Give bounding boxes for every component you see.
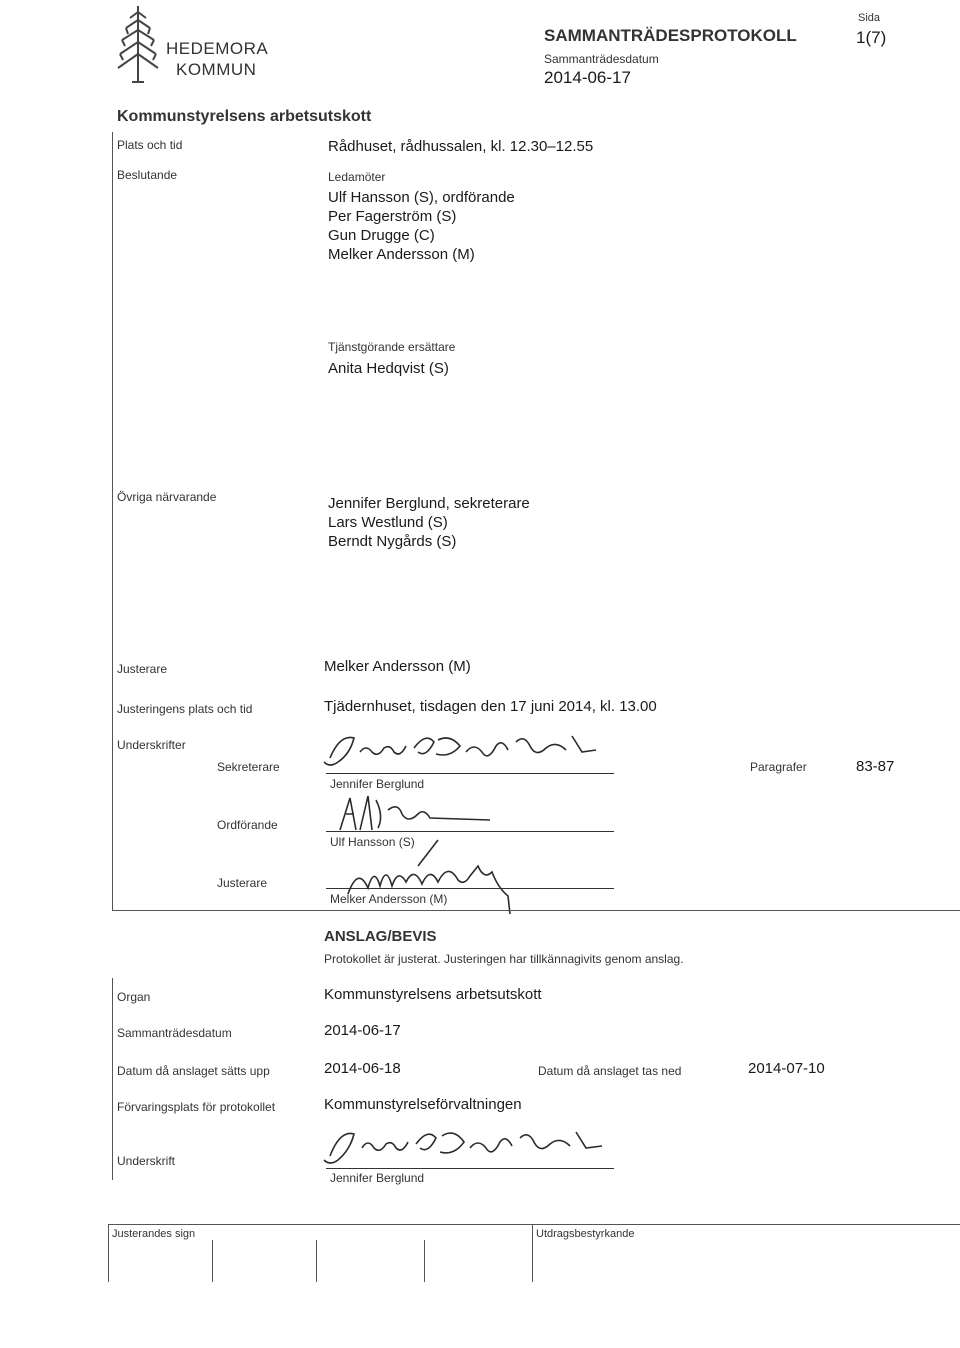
- list-item: Gun Drugge (C): [328, 227, 435, 244]
- footer-left-border: [108, 1224, 109, 1282]
- extract-certifier-label: Utdragsbestyrkande: [536, 1228, 635, 1240]
- deciding-label: Beslutande: [117, 168, 178, 182]
- chair-signature: [320, 790, 520, 840]
- footer-top-border: [108, 1224, 960, 1225]
- list-item: Berndt Nygårds (S): [328, 533, 457, 550]
- others-label: Övriga närvarande: [117, 490, 217, 504]
- place-value: Rådhuset, rådhussalen, kl. 12.30–12.55: [328, 138, 594, 155]
- meeting-date: 2014-06-17: [544, 68, 631, 87]
- signatures-label: Underskrifter: [117, 738, 186, 752]
- document-type: SAMMANTRÄDESPROTOKOLL: [544, 26, 797, 45]
- organ-label: Organ: [117, 990, 151, 1004]
- adjust-place-value: Tjädernhuset, tisdagen den 17 juni 2014, kl. 13.00: [324, 698, 657, 715]
- meeting-date-value-2: 2014-06-17: [324, 1022, 401, 1039]
- meeting-date-label-2: Sammanträdesdatum: [117, 1026, 232, 1040]
- adjuster-name: Melker Andersson (M): [330, 892, 448, 906]
- notice-text: Protokollet är justerat. Justeringen har tillkännagivits genom anslag.: [324, 952, 684, 966]
- footer-divider-1: [212, 1240, 213, 1282]
- secretary-name: Jennifer Berglund: [330, 777, 425, 791]
- footer-divider-2: [316, 1240, 317, 1282]
- page-label: Sida: [858, 12, 881, 24]
- list-item: Per Fagerström (S): [328, 208, 457, 225]
- organ-value: Kommunstyrelsens arbetsutskott: [324, 986, 542, 1003]
- list-item: Ulf Hansson (S), ordförande: [328, 189, 515, 206]
- notice-title: ANSLAG/BEVIS: [324, 928, 437, 945]
- tree-logo-icon: [114, 4, 162, 84]
- secretary-label: Sekreterare: [217, 760, 280, 774]
- paragraphs-label: Paragrafer: [750, 760, 807, 774]
- chair-signature-line: [326, 831, 614, 832]
- footer-divider-4: [532, 1224, 533, 1282]
- posted-date-value: 2014-06-18: [324, 1060, 401, 1077]
- secretary-signature: [310, 728, 600, 772]
- paragraphs-value: 83-87: [856, 758, 895, 775]
- adjusters-sign-label: Justerandes sign: [112, 1228, 196, 1240]
- municipality-logo: [114, 4, 274, 90]
- adjuster-signature-line: [326, 888, 614, 889]
- notice-left-border: [112, 978, 113, 1180]
- committee-title: Kommunstyrelsens arbetsutskott: [117, 108, 372, 125]
- removed-date-label: Datum då anslaget tas ned: [538, 1064, 682, 1078]
- logo-line-1: HEDEMORA: [166, 39, 269, 58]
- storage-value: Kommunstyrelseförvaltningen: [324, 1096, 522, 1113]
- notice-signature-label: Underskrift: [117, 1154, 176, 1168]
- footer-divider-3: [424, 1240, 425, 1282]
- list-item: Anita Hedqvist (S): [328, 360, 449, 377]
- secretary-signature-line: [326, 773, 614, 774]
- posted-date-label: Datum då anslaget sätts upp: [117, 1064, 270, 1078]
- substitutes-heading: Tjänstgörande ersättare: [328, 340, 456, 354]
- notice-signature-name: Jennifer Berglund: [330, 1171, 425, 1185]
- storage-label: Förvaringsplats för protokollet: [117, 1100, 276, 1114]
- meeting-date-label: Sammanträdesdatum: [544, 52, 659, 66]
- members-heading: Ledamöter: [328, 170, 386, 184]
- chair-name: Ulf Hansson (S): [330, 835, 415, 849]
- list-item: Melker Andersson (M): [328, 246, 475, 263]
- adjuster-value: Melker Andersson (M): [324, 658, 471, 675]
- footer-sign-boxes: [108, 1224, 960, 1284]
- member-list: [328, 188, 515, 264]
- adjuster-sign-label: Justerare: [217, 876, 268, 890]
- logo-line-2: KOMMUN: [176, 60, 257, 79]
- adjust-place-label: Justeringens plats och tid: [117, 702, 253, 716]
- notice-separator: [112, 910, 960, 911]
- notice-signature: [310, 1122, 610, 1172]
- list-item: Lars Westlund (S): [328, 514, 448, 531]
- notice-signature-line: [326, 1168, 614, 1169]
- others-list: [328, 494, 530, 551]
- list-item: Jennifer Berglund, sekreterare: [328, 495, 530, 512]
- removed-date-value: 2014-07-10: [748, 1060, 825, 1077]
- page-number: 1(7): [856, 28, 887, 47]
- form-left-border: [112, 132, 113, 910]
- chair-label: Ordförande: [217, 818, 278, 832]
- adjuster-label: Justerare: [117, 662, 168, 676]
- place-label: Plats och tid: [117, 138, 183, 152]
